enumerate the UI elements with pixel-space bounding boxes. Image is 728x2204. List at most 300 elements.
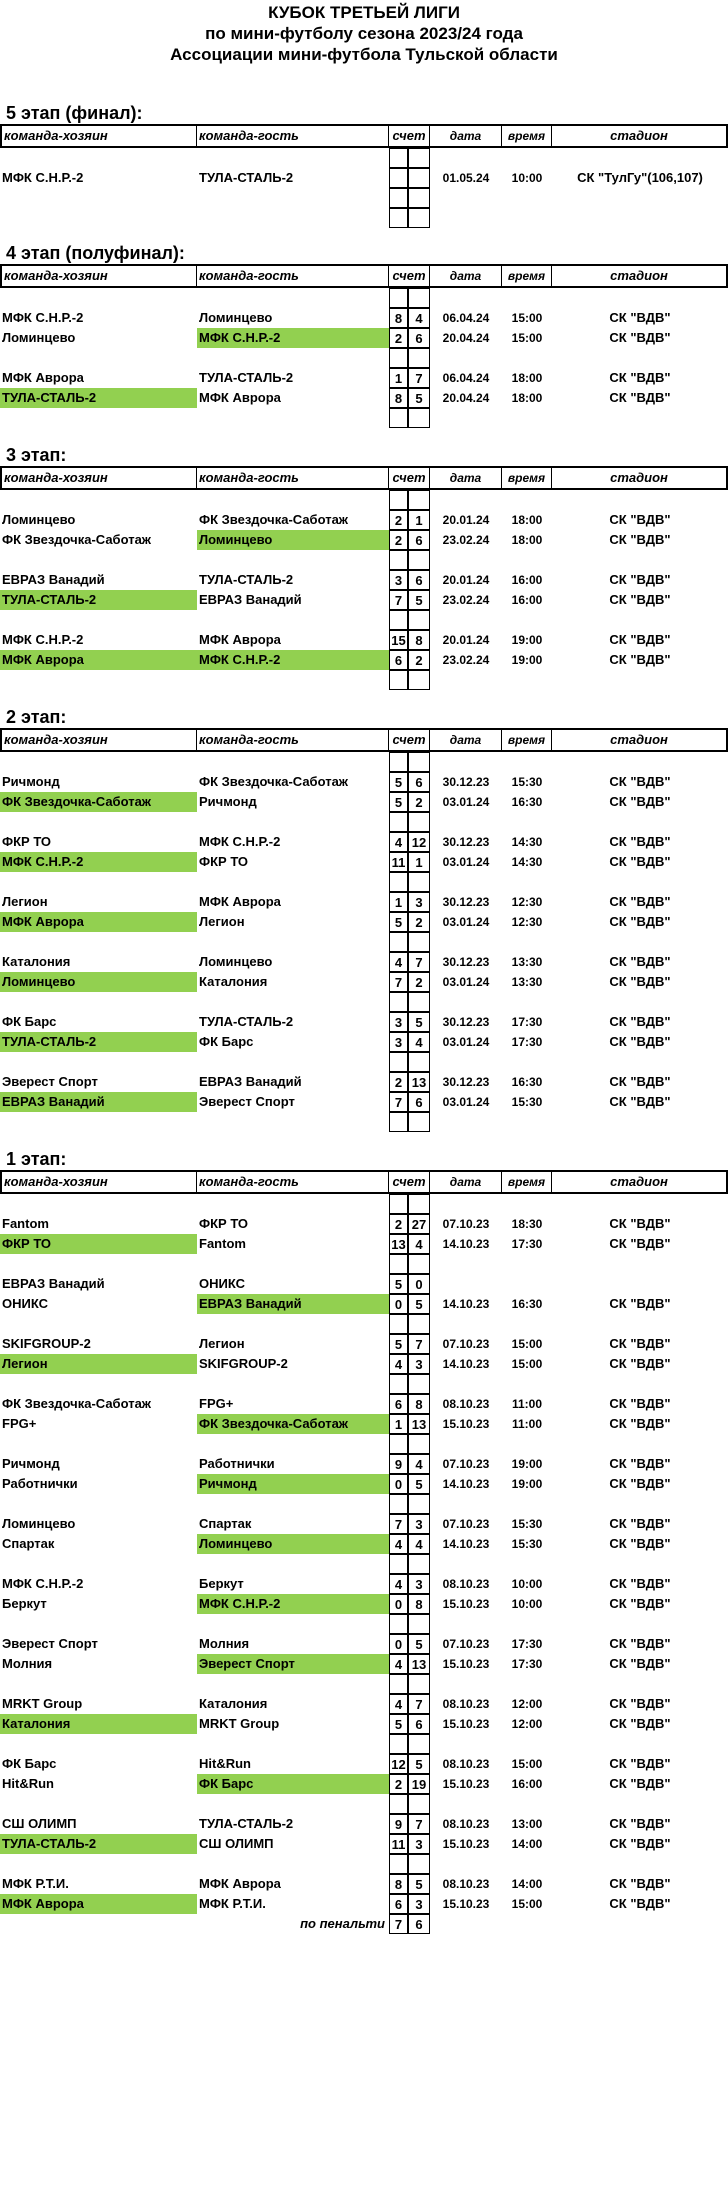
match-row — [0, 1032, 728, 1052]
match-stadium: СК "ВДВ" — [609, 1014, 671, 1029]
match-stadium: СК "ВДВ" — [609, 1836, 671, 1851]
empty-score-box — [389, 992, 408, 1012]
row-gap — [0, 348, 728, 368]
empty-score-box — [408, 408, 430, 428]
match-away: Каталония — [199, 974, 268, 989]
match-away: СШ ОЛИМП — [199, 1836, 274, 1851]
match-stadium: СК "ВДВ" — [609, 854, 671, 869]
match-date: 14.10.23 — [442, 1237, 490, 1251]
match-date: 23.02.24 — [442, 593, 490, 607]
match-s2: 5 — [408, 1294, 430, 1314]
empty-score-box — [408, 348, 430, 368]
match-home: Hit&Run — [2, 1776, 54, 1791]
match-row — [0, 1234, 728, 1254]
match-stadium: СК "ВДВ" — [609, 1236, 671, 1251]
header-home: команда-хозяин — [0, 266, 197, 286]
match-s2: 8 — [408, 1594, 430, 1614]
match-stadium: СК "ВДВ" — [609, 1716, 671, 1731]
row-gap — [0, 490, 728, 510]
match-stadium: СК "ВДВ" — [609, 1756, 671, 1771]
empty-score-box — [389, 1494, 408, 1514]
match-time: 16:00 — [511, 573, 543, 587]
header-home: команда-хозяин — [0, 468, 197, 488]
match-time: 12:30 — [511, 895, 543, 909]
match-s1: 5 — [389, 1714, 408, 1734]
match-s1: 3 — [389, 1012, 408, 1032]
match-home: МФК С.Н.Р.-2 — [0, 852, 197, 872]
match-date: 15.10.23 — [442, 1717, 490, 1731]
match-s1: 2 — [389, 1774, 408, 1794]
match-home: ТУЛА-СТАЛЬ-2 — [0, 1032, 197, 1052]
empty-score-box — [408, 1614, 430, 1634]
match-stadium: СК "ВДВ" — [609, 1396, 671, 1411]
match-s1: 1 — [389, 1414, 408, 1434]
empty-score-box — [408, 992, 430, 1012]
match-s1: 5 — [389, 792, 408, 812]
match-stadium: СК "ВДВ" — [609, 1216, 671, 1231]
row-gap — [0, 1052, 728, 1072]
match-row — [0, 1814, 728, 1834]
match-date: 07.10.23 — [442, 1457, 490, 1471]
match-home: ФК Звездочка-Саботаж — [2, 1396, 152, 1411]
match-date: 15.10.23 — [442, 1597, 490, 1611]
match-home: Ломинцево — [2, 330, 76, 345]
empty-score-box — [389, 752, 408, 772]
match-s2: 1 — [408, 852, 430, 872]
empty-score-box — [389, 348, 408, 368]
empty-score-box — [408, 1254, 430, 1274]
match-date: 20.01.24 — [442, 633, 490, 647]
match-row — [0, 1634, 728, 1654]
penalty-label: по пенальти — [300, 1916, 385, 1931]
match-time: 14:30 — [511, 835, 543, 849]
empty-score-box — [389, 288, 408, 308]
match-home: SKIFGROUP-2 — [2, 1336, 91, 1351]
match-stadium: СК "ВДВ" — [609, 1536, 671, 1551]
empty-score-box — [389, 550, 408, 570]
match-time: 19:00 — [511, 1457, 543, 1471]
match-stadium: СК "ВДВ" — [609, 1576, 671, 1591]
match-stadium: СК "ВДВ" — [609, 954, 671, 969]
match-date: 23.02.24 — [442, 653, 490, 667]
stage-title: 5 этап (финал): — [6, 103, 143, 123]
empty-score-box — [408, 1374, 430, 1394]
stage-block — [0, 100, 728, 240]
stage-title: 1 этап: — [6, 1149, 67, 1169]
match-row — [0, 1474, 728, 1494]
match-s1 — [389, 168, 408, 188]
match-away: ФКР ТО — [199, 854, 249, 869]
match-row — [0, 1654, 728, 1674]
match-row — [0, 1574, 728, 1594]
match-s2: 5 — [408, 1634, 430, 1654]
match-away: МФК Аврора — [199, 632, 281, 647]
match-home: Каталония — [0, 1714, 197, 1734]
match-away: Ломинцево — [199, 954, 273, 969]
match-time: 19:00 — [511, 653, 543, 667]
match-away: МФК С.Н.Р.-2 — [199, 834, 281, 849]
match-stadium — [552, 188, 728, 208]
match-date: 08.10.23 — [442, 1577, 490, 1591]
match-s1: 0 — [389, 1634, 408, 1654]
match-stadium: СК "ВДВ" — [609, 1816, 671, 1831]
match-s2: 7 — [408, 368, 430, 388]
match-s1 — [389, 188, 408, 208]
row-gap — [0, 1314, 728, 1334]
header-home: команда-хозяин — [0, 730, 197, 750]
match-s2 — [408, 188, 430, 208]
match-home: ТУЛА-СТАЛЬ-2 — [0, 388, 197, 408]
empty-score-box — [408, 288, 430, 308]
match-time: 18:30 — [511, 1217, 543, 1231]
match-time: 10:00 — [511, 1577, 543, 1591]
match-away: МФК Аврора — [199, 390, 281, 405]
match-s1: 6 — [389, 1894, 408, 1914]
match-stadium: СК "ВДВ" — [609, 330, 671, 345]
match-home: Ломинцево — [0, 972, 197, 992]
match-time: 18:00 — [511, 513, 543, 527]
header-stadium: стадион — [552, 468, 728, 488]
stage-title: 2 этап: — [6, 707, 67, 727]
empty-score-box — [389, 1674, 408, 1694]
match-s2: 3 — [408, 1834, 430, 1854]
match-s2: 8 — [408, 1394, 430, 1414]
match-time: 12:30 — [511, 915, 543, 929]
match-date: 03.01.24 — [442, 795, 490, 809]
match-away: Ломинцево — [199, 310, 273, 325]
match-time: 16:00 — [511, 593, 543, 607]
match-time: 15:30 — [511, 1517, 543, 1531]
table-header — [0, 124, 728, 148]
match-stadium: СК "ВДВ" — [609, 914, 671, 929]
match-date: 03.01.24 — [442, 1035, 490, 1049]
match-away: Ломинцево — [197, 1534, 389, 1554]
match-home: МФК Р.Т.И. — [2, 1876, 69, 1891]
match-away: ФК Звездочка-Саботаж — [197, 1414, 389, 1434]
match-s1: 4 — [389, 1694, 408, 1714]
match-row — [0, 1072, 728, 1092]
empty-score-box — [389, 1854, 408, 1874]
match-s2: 5 — [408, 590, 430, 610]
match-date — [430, 1274, 502, 1294]
match-date: 20.04.24 — [442, 331, 490, 345]
match-s1: 2 — [389, 328, 408, 348]
match-row — [0, 1092, 728, 1112]
match-s2: 0 — [408, 1274, 430, 1294]
title-line-2: по мини-футболу сезона 2023/24 года — [205, 24, 523, 43]
match-s2: 19 — [408, 1774, 430, 1794]
empty-score-box — [389, 1614, 408, 1634]
match-date: 08.10.23 — [442, 1877, 490, 1891]
match-s1: 2 — [389, 530, 408, 550]
match-stadium: СК "ВДВ" — [609, 1476, 671, 1491]
match-time — [502, 188, 552, 208]
match-time: 16:00 — [511, 1777, 543, 1791]
empty-score-box — [389, 1794, 408, 1814]
match-time: 14:00 — [511, 1877, 543, 1891]
match-time: 17:30 — [511, 1657, 543, 1671]
match-row — [0, 510, 728, 530]
match-s2: 7 — [408, 1814, 430, 1834]
match-row — [0, 1594, 728, 1614]
empty-score-box — [389, 670, 408, 690]
match-away: ТУЛА-СТАЛЬ-2 — [199, 572, 294, 587]
match-home: Ричмонд — [2, 1456, 60, 1471]
match-s1: 12 — [389, 1754, 408, 1774]
match-home: ЕВРАЗ Ванадий — [2, 572, 105, 587]
match-stadium: СК "ВДВ" — [609, 894, 671, 909]
row-gap — [0, 1194, 728, 1214]
match-stadium: СК "ВДВ" — [609, 1074, 671, 1089]
match-away: Легион — [199, 914, 245, 929]
match-row — [0, 168, 728, 188]
match-time: 15:30 — [511, 775, 543, 789]
empty-score-box — [408, 1494, 430, 1514]
empty-score-box — [408, 752, 430, 772]
header-score: счет — [389, 730, 430, 750]
empty-score-box — [408, 1674, 430, 1694]
match-away: МФК С.Н.Р.-2 — [197, 328, 389, 348]
match-s2: 5 — [408, 388, 430, 408]
match-row — [0, 1534, 728, 1554]
match-home: FPG+ — [2, 1416, 37, 1431]
match-row — [0, 1394, 728, 1414]
match-row — [0, 1894, 728, 1914]
match-s1: 15 — [389, 630, 408, 650]
match-row — [0, 1514, 728, 1534]
match-away: ТУЛА-СТАЛЬ-2 — [199, 1014, 294, 1029]
match-date: 30.12.23 — [442, 835, 490, 849]
match-row — [0, 832, 728, 852]
match-row — [0, 1274, 728, 1294]
header-score: счет — [389, 468, 430, 488]
row-gap — [0, 208, 728, 228]
match-stadium: СК "ВДВ" — [609, 1776, 671, 1791]
match-s1: 2 — [389, 1214, 408, 1234]
header-away: команда-гость — [197, 468, 389, 488]
match-stadium: СК "ВДВ" — [609, 794, 671, 809]
match-s2: 13 — [408, 1072, 430, 1092]
stage-block — [0, 442, 728, 704]
match-date: 03.01.24 — [442, 855, 490, 869]
match-away: ФКР ТО — [199, 1216, 249, 1231]
match-home: СШ ОЛИМП — [2, 1816, 77, 1831]
match-date: 30.12.23 — [442, 895, 490, 909]
match-s2: 13 — [408, 1414, 430, 1434]
stage-block — [0, 704, 728, 1146]
match-time: 13:30 — [511, 975, 543, 989]
header-time: время — [502, 468, 552, 488]
match-stadium: СК "ВДВ" — [609, 774, 671, 789]
match-time: 13:00 — [511, 1817, 543, 1831]
header-away: команда-гость — [197, 126, 389, 146]
match-away: МФК Аврора — [199, 894, 281, 909]
match-s1: 2 — [389, 510, 408, 530]
match-s1: 3 — [389, 570, 408, 590]
match-s1: 4 — [389, 952, 408, 972]
match-away: Эверест Спорт — [199, 1094, 295, 1109]
match-date: 15.10.23 — [442, 1837, 490, 1851]
header-stadium: стадион — [552, 730, 728, 750]
empty-score-box — [389, 610, 408, 630]
match-stadium: СК "ВДВ" — [609, 632, 671, 647]
match-time: 19:00 — [511, 1477, 543, 1491]
match-s1: 1 — [389, 892, 408, 912]
match-home: Легион — [0, 1354, 197, 1374]
match-stadium: СК "ВДВ" — [609, 310, 671, 325]
match-away: Fantom — [199, 1236, 246, 1251]
match-home: ТУЛА-СТАЛЬ-2 — [0, 1834, 197, 1854]
table-header — [0, 466, 728, 490]
match-s1: 0 — [389, 1474, 408, 1494]
match-s1: 7 — [389, 1092, 408, 1112]
match-time: 15:00 — [511, 311, 543, 325]
match-time: 16:30 — [511, 795, 543, 809]
match-away: Hit&Run — [199, 1756, 251, 1771]
match-away: МФК Р.Т.И. — [199, 1896, 266, 1911]
empty-score-box — [408, 670, 430, 690]
match-stadium: СК "ВДВ" — [609, 1416, 671, 1431]
match-away: Молния — [199, 1636, 250, 1651]
match-date: 14.10.23 — [442, 1357, 490, 1371]
empty-score-box — [408, 1794, 430, 1814]
match-home: Эверест Спорт — [2, 1074, 98, 1089]
match-away: МФК С.Н.Р.-2 — [197, 650, 389, 670]
match-time: 17:30 — [511, 1237, 543, 1251]
match-time: 18:00 — [511, 391, 543, 405]
match-date: 07.10.23 — [442, 1517, 490, 1531]
match-date: 20.01.24 — [442, 573, 490, 587]
match-time: 17:30 — [511, 1637, 543, 1651]
match-away: MRKT Group — [199, 1716, 280, 1731]
empty-score-box — [408, 148, 430, 168]
header-score: счет — [389, 126, 430, 146]
match-row — [0, 952, 728, 972]
title-line-3: Ассоциации мини-футбола Тульской области — [170, 45, 558, 64]
match-time: 17:30 — [511, 1035, 543, 1049]
match-away: Ломинцево — [197, 530, 389, 550]
match-s1: 5 — [389, 912, 408, 932]
match-row — [0, 590, 728, 610]
match-home — [0, 188, 197, 208]
row-gap — [0, 610, 728, 630]
match-away: Легион — [199, 1336, 245, 1351]
penalty-score-away: 6 — [408, 1914, 430, 1934]
match-row — [0, 1774, 728, 1794]
match-home: ФК Барс — [2, 1014, 57, 1029]
empty-score-box — [389, 1194, 408, 1214]
match-time: 16:30 — [511, 1297, 543, 1311]
table-header — [0, 1170, 728, 1194]
match-s1: 9 — [389, 1454, 408, 1474]
row-gap — [0, 1254, 728, 1274]
match-away: Каталония — [199, 1696, 268, 1711]
match-away: ТУЛА-СТАЛЬ-2 — [199, 370, 294, 385]
row-gap — [0, 1112, 728, 1132]
match-time: 15:00 — [511, 331, 543, 345]
match-s1: 0 — [389, 1594, 408, 1614]
match-s2: 7 — [408, 1334, 430, 1354]
match-time: 18:00 — [511, 371, 543, 385]
match-s2: 13 — [408, 1654, 430, 1674]
match-date: 06.04.24 — [442, 311, 490, 325]
match-date: 14.10.23 — [442, 1297, 490, 1311]
match-s1: 8 — [389, 308, 408, 328]
match-time: 11:00 — [511, 1397, 543, 1411]
match-date: 30.12.23 — [442, 1075, 490, 1089]
stage-title: 4 этап (полуфинал): — [6, 243, 185, 263]
match-home: МФК Аврора — [2, 370, 84, 385]
row-gap — [0, 1734, 728, 1754]
match-s2: 2 — [408, 792, 430, 812]
match-s1: 9 — [389, 1814, 408, 1834]
match-s2: 3 — [408, 892, 430, 912]
match-date: 20.01.24 — [442, 513, 490, 527]
match-row — [0, 530, 728, 550]
table-header — [0, 264, 728, 288]
row-gap — [0, 1614, 728, 1634]
match-away: ЕВРАЗ Ванадий — [199, 592, 302, 607]
match-time: 15:30 — [511, 1095, 543, 1109]
match-stadium: СК "ВДВ" — [609, 592, 671, 607]
stage-block — [0, 240, 728, 442]
match-away: ЕВРАЗ Ванадий — [199, 1074, 302, 1089]
match-row — [0, 570, 728, 590]
header-date: дата — [430, 126, 502, 146]
row-gap — [0, 148, 728, 168]
row-gap — [0, 550, 728, 570]
empty-score-box — [408, 1112, 430, 1132]
empty-score-box — [389, 408, 408, 428]
match-stadium: СК "ТулГу"(106,107) — [577, 170, 703, 185]
match-time: 13:30 — [511, 955, 543, 969]
match-home: ЕВРАЗ Ванадий — [0, 1092, 197, 1112]
match-s1: 8 — [389, 388, 408, 408]
row-gap — [0, 812, 728, 832]
match-home: МФК С.Н.Р.-2 — [2, 1576, 84, 1591]
empty-score-box — [389, 1734, 408, 1754]
match-date: 15.10.23 — [442, 1897, 490, 1911]
empty-score-box — [389, 1254, 408, 1274]
match-s2: 3 — [408, 1354, 430, 1374]
match-time: 17:30 — [511, 1015, 543, 1029]
match-away: SKIFGROUP-2 — [199, 1356, 288, 1371]
header-stadium: стадион — [552, 126, 728, 146]
match-s2: 6 — [408, 1714, 430, 1734]
match-away: Работнички — [199, 1456, 275, 1471]
match-s2: 7 — [408, 952, 430, 972]
match-s1: 7 — [389, 590, 408, 610]
match-home: MRKT Group — [2, 1696, 83, 1711]
match-time: 15:00 — [511, 1897, 543, 1911]
match-row — [0, 1714, 728, 1734]
match-s2: 6 — [408, 570, 430, 590]
row-gap — [0, 1794, 728, 1814]
match-row — [0, 188, 728, 208]
match-away: ФК Барс — [197, 1774, 389, 1794]
match-date: 08.10.23 — [442, 1397, 490, 1411]
match-time: 14:00 — [511, 1837, 543, 1851]
match-row — [0, 1694, 728, 1714]
match-s2: 4 — [408, 1454, 430, 1474]
stage-title: 3 этап: — [6, 445, 67, 465]
match-time: 16:30 — [511, 1075, 543, 1089]
match-stadium: СК "ВДВ" — [609, 532, 671, 547]
empty-score-box — [389, 932, 408, 952]
match-s1: 4 — [389, 832, 408, 852]
match-time: 10:00 — [511, 171, 543, 185]
match-home: Каталония — [2, 954, 71, 969]
